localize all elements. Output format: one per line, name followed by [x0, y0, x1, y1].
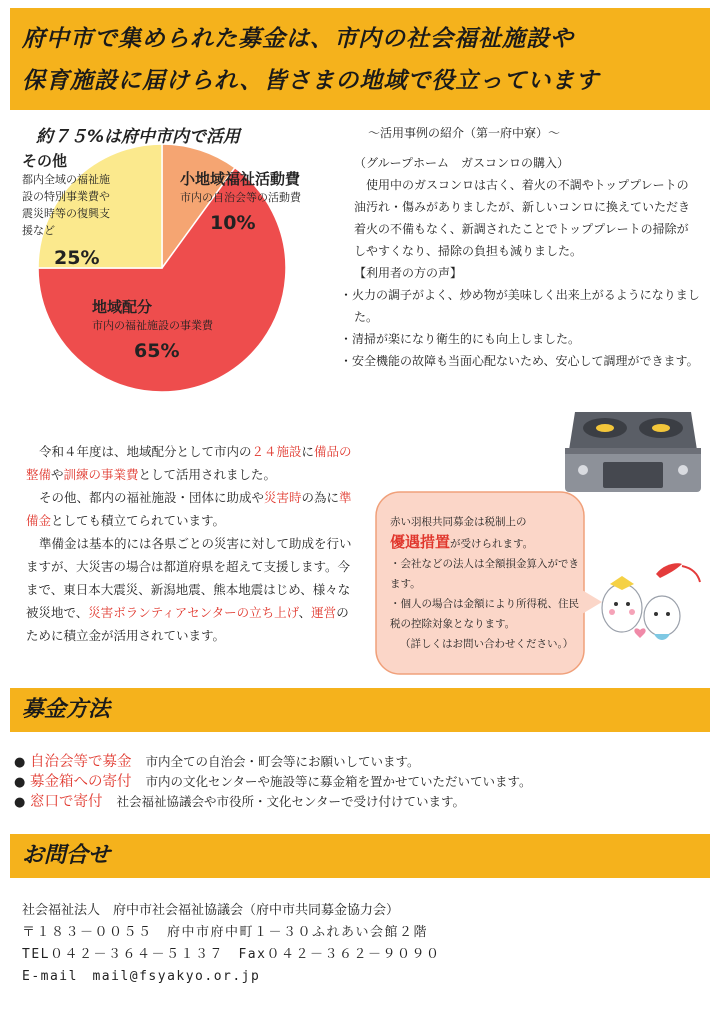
para1-text-c: や [51, 467, 64, 482]
allocation-text [26, 440, 356, 647]
segment-local-label [180, 168, 340, 234]
method-item [14, 752, 532, 772]
bullet-icon: ● [14, 775, 26, 790]
bubble-line-1: 赤い羽根共同募金は税制上の [390, 516, 527, 528]
headline-line-1: 府中市で集められた募金は、市内の社会福祉施設や [22, 26, 574, 52]
segment-area-desc: 市内の福祉施設の事業費 [92, 319, 213, 332]
method-label-2: 募金箱への寄付 [30, 774, 132, 790]
para2-text-a: その他、都内の福祉施設・団体に助成や [39, 490, 265, 505]
method-desc-2: 市内の文化センターや施設等に募金箱を置かせていただいています。 [145, 774, 532, 789]
method-item [14, 792, 532, 812]
method-label-3: 窓口で寄付 [30, 794, 103, 810]
akai-hane-mascot-icon [596, 560, 708, 650]
segment-local-desc: 市内の自治会等の活動費 [180, 191, 301, 204]
voice-heading: 【利用者の方の声】 [354, 266, 463, 280]
segment-other-label [22, 150, 142, 269]
gas-stove-icon [563, 402, 703, 502]
case-body: 使用中のガスコンロは古く、着火の不調やトッププレートの油汚れ・傷みがありましたが、新しいコンロに換えていただき着火の不備もなく、新調されたことでトッププレートの掃除がしやすくなり、掃除の負担も減りました。 [354, 178, 691, 258]
para1-highlight-equipment: 備品の整備 [26, 444, 352, 482]
para3-text-a: 準備金は基本的には各県ごとの災害に対して助成を行いますが、大災害の場合は都道府県を超えて支援します。今まで、東日本大震災、新潟地震、熊本地震はじめ、様々な被災地で、 [26, 536, 352, 620]
case-heading: ～活用事例の紹介（第一府中寮）～ [368, 126, 561, 140]
para2-highlight-disaster: 災害時 [264, 490, 302, 505]
para1-text-d: として活用されました。 [138, 467, 277, 482]
segment-area-name: 地域配分 [92, 298, 153, 316]
allocation-para-2 [26, 486, 356, 532]
bullet-icon: ● [14, 755, 26, 770]
contact-email[interactable]: E-mail mail@fsyakyo.or.jp [22, 969, 261, 984]
para1-text-b: に [301, 444, 315, 459]
segment-area-pct: 65% [134, 340, 180, 362]
contact-org: 社会福祉法人 府中市社会福祉協議会（府中市共同募金協力会） [22, 903, 400, 918]
segment-local-name: 小地域福祉活動費 [180, 170, 301, 188]
method-banner [10, 688, 710, 732]
voice-item-2: ・清掃が楽になり衛生的にも向上しました。 [340, 332, 581, 346]
segment-other-desc-1: 都内全域の福祉施 [22, 173, 110, 186]
contact-info [22, 900, 440, 988]
para3-text-c: のために積立金が活用されています。 [26, 605, 349, 643]
para3-highlight-operation: 運営 [311, 605, 337, 620]
para2-text-c: としても積立てられています。 [51, 513, 226, 528]
segment-other-pct: 25% [54, 247, 100, 269]
bubble-corp: ・会社などの法人は全額損金算入ができます。 [390, 558, 579, 590]
para1-highlight-facilities: ２４施設 [251, 444, 302, 459]
para2-highlight-reserve: 準備金 [26, 490, 352, 528]
case-study [340, 122, 700, 372]
voice-item-3: ・安全機能の故障も当面心配ないため、安心して調理ができます。 [340, 354, 699, 368]
method-desc-1: 市内全ての自治会・町会等にお願いしています。 [145, 754, 420, 769]
bubble-note: （詳しくはお問い合わせください。） [400, 638, 574, 650]
method-label-1: 自治会等で募金 [30, 754, 132, 770]
method-title: 募金方法 [22, 697, 111, 722]
para1-highlight-training: 訓練の事業費 [63, 467, 139, 482]
para2-text-b: の為に [301, 490, 340, 505]
contact-phone: TEL０４２－３６４－５１３７ Fax０４２－３６２－９０９０ [22, 947, 441, 962]
segment-other-desc-4: 援など [22, 224, 55, 237]
bubble-line-2 [390, 532, 580, 554]
bubble-line-2-suffix: が受けられます。 [450, 538, 534, 550]
allocation-para-3 [26, 532, 356, 647]
bullet-icon: ● [14, 795, 26, 810]
top-banner [10, 8, 710, 110]
allocation-para-1 [26, 440, 356, 486]
method-desc-3: 社会福祉協議会や市役所・文化センターで受け付けています。 [116, 794, 466, 809]
case-subheading: （グループホーム ガスコンロの購入） [354, 156, 570, 170]
contact-address: 〒１８３－００５５ 府中市府中町１－３０ふれあい会館２階 [22, 925, 429, 940]
segment-other-name: その他 [22, 152, 68, 170]
bubble-individual: ・個人の場合は金額により所得税、住民税の控除対象となります。 [390, 598, 579, 630]
method-item [14, 772, 532, 792]
segment-local-pct: 10% [210, 212, 256, 234]
contact-title: お問合せ [22, 843, 111, 868]
pie-title: 約７５%は府中市内で活用 [36, 127, 241, 147]
voice-item-1: ・火力の調子がよく、炒め物が美味しく出来上がるようになりました。 [340, 288, 700, 324]
segment-other-desc-2: 設の特別事業費や [22, 190, 110, 203]
para1-text-a: 令和４年度は、地域配分として市内の [39, 444, 252, 459]
para3-highlight-volunteer: 災害ボランティアセンターの立ち上げ [88, 605, 299, 620]
contact-banner [10, 834, 710, 878]
segment-other-desc-3: 震災時等の復興支 [22, 207, 110, 220]
para3-text-b: 、 [298, 605, 312, 620]
method-list [14, 752, 532, 812]
segment-area-label [92, 296, 292, 362]
bubble-emphasis: 優遇措置 [390, 533, 451, 551]
headline-line-2: 保育施設に届けられ、皆さまの地域で役立っています [22, 68, 600, 94]
tax-bubble [390, 512, 580, 654]
